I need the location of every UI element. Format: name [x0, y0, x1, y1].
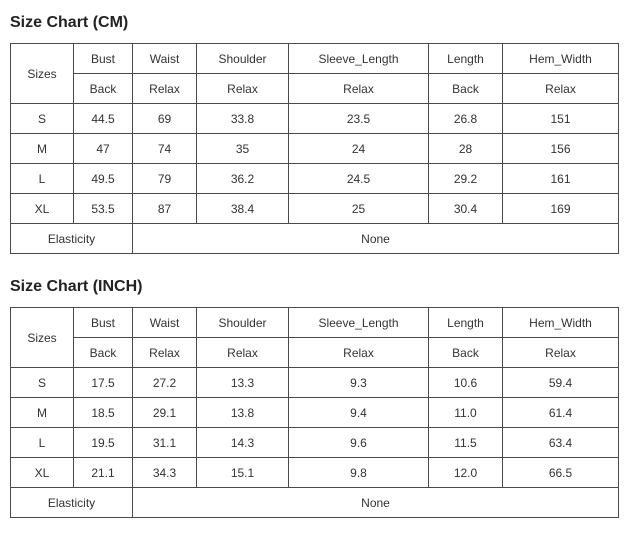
size-cell: M — [11, 398, 74, 428]
header-cell-hem-width: Hem_Width — [503, 44, 619, 74]
value-cell: 9.4 — [289, 398, 429, 428]
fit-cell: Back — [429, 338, 503, 368]
elasticity-label-cell: Elasticity — [11, 488, 133, 518]
size-cell: S — [11, 104, 74, 134]
size-cell: XL — [11, 458, 74, 488]
fit-cell: Relax — [289, 74, 429, 104]
value-cell: 29.2 — [429, 164, 503, 194]
table-row — [11, 428, 619, 458]
size-cell: M — [11, 134, 74, 164]
fit-cell: Back — [429, 74, 503, 104]
elasticity-row — [11, 224, 619, 254]
value-cell: 33.8 — [197, 104, 289, 134]
value-cell: 169 — [503, 194, 619, 224]
value-cell: 13.8 — [197, 398, 289, 428]
sizes-header-cell: Sizes — [11, 308, 74, 368]
fit-cell: Relax — [503, 74, 619, 104]
value-cell: 59.4 — [503, 368, 619, 398]
header-cell-sleeve-length: Sleeve_Length — [289, 44, 429, 74]
header-cell-sleeve-length: Sleeve_Length — [289, 308, 429, 338]
value-cell: 24.5 — [289, 164, 429, 194]
size-chart-cm-table — [10, 43, 619, 254]
elasticity-row — [11, 488, 619, 518]
value-cell: 11.0 — [429, 398, 503, 428]
fit-row — [11, 338, 619, 368]
value-cell: 87 — [133, 194, 197, 224]
value-cell: 11.5 — [429, 428, 503, 458]
value-cell: 28 — [429, 134, 503, 164]
value-cell: 53.5 — [74, 194, 133, 224]
value-cell: 23.5 — [289, 104, 429, 134]
size-cell: XL — [11, 194, 74, 224]
table-row — [11, 134, 619, 164]
value-cell: 31.1 — [133, 428, 197, 458]
fit-cell: Relax — [197, 74, 289, 104]
value-cell: 35 — [197, 134, 289, 164]
table-row — [11, 164, 619, 194]
fit-cell: Relax — [289, 338, 429, 368]
value-cell: 19.5 — [74, 428, 133, 458]
value-cell: 14.3 — [197, 428, 289, 458]
header-cell-bust: Bust — [74, 308, 133, 338]
value-cell: 34.3 — [133, 458, 197, 488]
value-cell: 9.6 — [289, 428, 429, 458]
value-cell: 18.5 — [74, 398, 133, 428]
header-cell-shoulder: Shoulder — [197, 308, 289, 338]
value-cell: 156 — [503, 134, 619, 164]
value-cell: 47 — [74, 134, 133, 164]
value-cell: 69 — [133, 104, 197, 134]
fit-cell: Relax — [197, 338, 289, 368]
header-cell-bust: Bust — [74, 44, 133, 74]
value-cell: 29.1 — [133, 398, 197, 428]
value-cell: 17.5 — [74, 368, 133, 398]
value-cell: 36.2 — [197, 164, 289, 194]
fit-cell: Relax — [133, 74, 197, 104]
table-row — [11, 104, 619, 134]
size-chart-inch-title: Size Chart (INCH) — [10, 278, 143, 295]
value-cell: 161 — [503, 164, 619, 194]
header-cell-shoulder: Shoulder — [197, 44, 289, 74]
header-cell-hem-width: Hem_Width — [503, 308, 619, 338]
header-cell-waist: Waist — [133, 44, 197, 74]
value-cell: 30.4 — [429, 194, 503, 224]
elasticity-value-cell: None — [133, 488, 619, 518]
value-cell: 26.8 — [429, 104, 503, 134]
fit-row — [11, 74, 619, 104]
value-cell: 151 — [503, 104, 619, 134]
value-cell: 25 — [289, 194, 429, 224]
size-cell: L — [11, 428, 74, 458]
value-cell: 44.5 — [74, 104, 133, 134]
table-row — [11, 398, 619, 428]
value-cell: 63.4 — [503, 428, 619, 458]
elasticity-value-cell: None — [133, 224, 619, 254]
header-cell-waist: Waist — [133, 308, 197, 338]
value-cell: 15.1 — [197, 458, 289, 488]
value-cell: 38.4 — [197, 194, 289, 224]
fit-cell: Relax — [503, 338, 619, 368]
size-cell: S — [11, 368, 74, 398]
size-chart-inch-table — [10, 307, 619, 518]
value-cell: 79 — [133, 164, 197, 194]
header-cell-length: Length — [429, 44, 503, 74]
header-cell-length: Length — [429, 308, 503, 338]
value-cell: 21.1 — [74, 458, 133, 488]
table-header-row — [11, 44, 619, 74]
fit-cell: Relax — [133, 338, 197, 368]
value-cell: 27.2 — [133, 368, 197, 398]
size-cell: L — [11, 164, 74, 194]
value-cell: 49.5 — [74, 164, 133, 194]
table-row — [11, 368, 619, 398]
value-cell: 74 — [133, 134, 197, 164]
table-row — [11, 194, 619, 224]
value-cell: 9.8 — [289, 458, 429, 488]
fit-cell: Back — [74, 74, 133, 104]
elasticity-label-cell: Elasticity — [11, 224, 133, 254]
size-chart-cm-title: Size Chart (CM) — [10, 14, 129, 31]
value-cell: 12.0 — [429, 458, 503, 488]
value-cell: 66.5 — [503, 458, 619, 488]
fit-cell: Back — [74, 338, 133, 368]
value-cell: 24 — [289, 134, 429, 164]
value-cell: 9.3 — [289, 368, 429, 398]
sizes-header-cell: Sizes — [11, 44, 74, 104]
value-cell: 13.3 — [197, 368, 289, 398]
value-cell: 61.4 — [503, 398, 619, 428]
table-header-row — [11, 308, 619, 338]
table-row — [11, 458, 619, 488]
value-cell: 10.6 — [429, 368, 503, 398]
